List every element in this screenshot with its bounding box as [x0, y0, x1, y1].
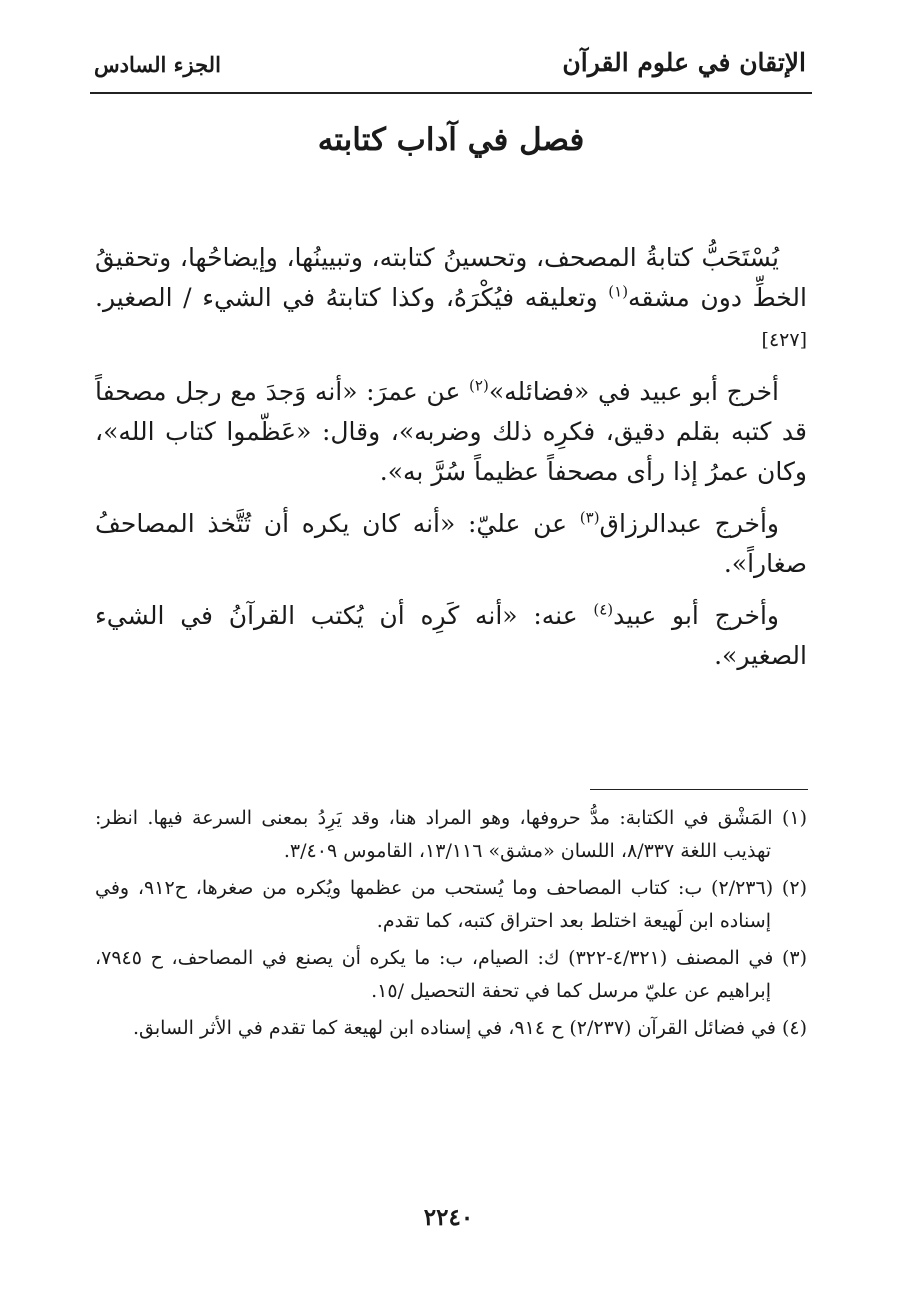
- header-divider: [90, 92, 812, 94]
- footnote-ref: (٢): [469, 376, 489, 395]
- footnote: (٤) في فضائل القرآن (٢/٢٣٧) ح ٩١٤، في إسناده ابن لهيعة كما تقدم في الأثر السابق.: [132, 1017, 807, 1039]
- main-text: [95, 238, 807, 688]
- paragraph-text: عن عليّ: «أنه كان يكره أن تُتَّخذ المصاحفُ صغاراً».: [95, 509, 807, 578]
- footnote-divider: [590, 789, 808, 790]
- original-page-ref: [٤٢٧]: [761, 329, 807, 351]
- paragraph-text: وأخرج أبو عبيد: [613, 601, 779, 630]
- paragraph-text: وأخرج عبدالرزاق: [599, 509, 779, 538]
- chapter-title: فصل في آداب كتابته: [317, 122, 585, 158]
- paragraph: [95, 596, 807, 676]
- paragraph-text: أخرج أبو عبيد في «فضائله»: [488, 377, 779, 406]
- footnote: (٢) (٢/٢٣٦) ب: كتاب المصاحف وما يُستحب من عظمها ويُكره من صغرها، ح٩١٢، وفي إسناده ابن لَهيعة اختلط بعد احتراق كتبه، كما تقدم.: [95, 877, 807, 932]
- paragraph: [95, 372, 807, 492]
- paragraph: [95, 504, 807, 584]
- paragraph-text: يُسْتَحَبُّ كتابةُ المصحف، وتحسينُ كتابته، وتبيينُها، وإيضاحُها، وتحقيقُ الخطِّ دون مشقه: [95, 243, 807, 312]
- footnote: (١) المَشْق في الكتابة: مدُّ حروفها، وهو المراد هنا، وقد يَرِدُ بمعنى السرعة فيها. انظر: تهذيب اللغة ٨/٣٣٧، اللسان «مشق» ١٣/١١٦، القاموس ٣/٤٠٩.: [95, 807, 807, 862]
- footnote-ref: (٣): [579, 508, 600, 527]
- book-title: الإتقان في علوم القرآن: [562, 48, 806, 77]
- paragraph-text: عن عمرَ: «أنه وَجدَ مع رجل مصحفاً قد كتبه بقلم دقيق، فكرِه ذلك وضربه»، وقال: «عَظّموا كتاب الله»، وكان عمرُ إذا رأى مصحفاً عظيماً سُرَّ به».: [95, 377, 807, 486]
- footnote-ref: (٤): [593, 600, 614, 619]
- page-number: ٢٢٤٠: [423, 1204, 474, 1231]
- paragraph: [95, 238, 807, 360]
- paragraph-text: وتعليقه فيُكْرَهُ، وكذا كتابتهُ في الشيء / الصغير.: [95, 283, 609, 312]
- running-header: [90, 44, 810, 88]
- footnote: (٣) في المصنف (٤/٣٢١-٣٢٢) ك: الصيام، ب: ما يكره أن يصنع في المصاحف، ح ٧٩٤٥، إبراهيم عن عليّ مرسل كما في تحفة التحصيل /١٥.: [95, 947, 808, 1002]
- footnotes: [95, 802, 807, 1049]
- volume-part: الجزء السادس: [94, 52, 221, 77]
- footnote-ref: (١): [608, 282, 629, 301]
- paragraph-text: عنه: «أنه كَرِه أن يُكتب القرآنُ في الشيء الصغير».: [95, 601, 807, 670]
